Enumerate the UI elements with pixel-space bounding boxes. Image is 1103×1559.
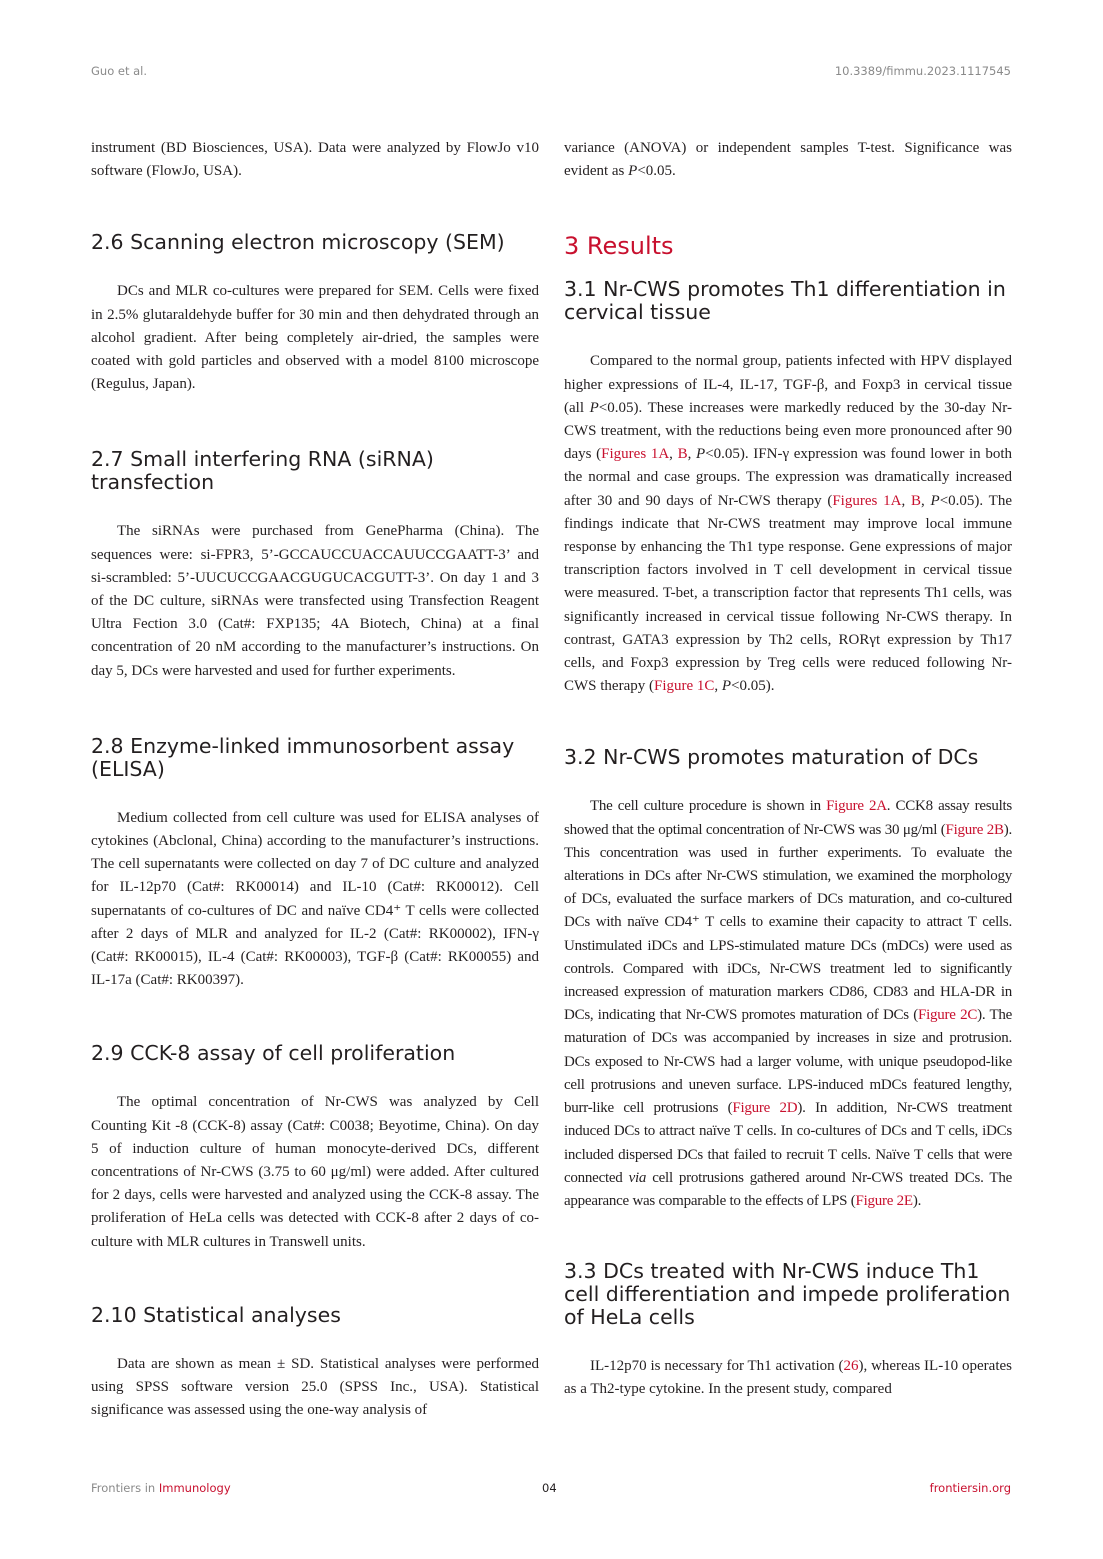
left-column <box>91 137 539 1423</box>
running-header-doi[interactable]: 10.3389/fimmu.2023.1117545 <box>834 64 1011 78</box>
figure-2b-link[interactable]: Figure 2B <box>945 821 1004 838</box>
figure-1b-link[interactable]: B <box>911 492 922 509</box>
section-2-7-heading: 2.7 Small interfering RNA (siRNA) transfection <box>91 447 434 495</box>
figure-1a-link[interactable]: Figures 1A <box>601 446 670 463</box>
figure-1c-link[interactable]: Figure 1C <box>653 678 715 695</box>
footer-site-link[interactable]: frontiersin.org <box>929 1481 1011 1495</box>
figure-2d-link[interactable]: Figure 2D <box>732 1100 798 1117</box>
section-3-2-heading: 3.2 Nr-CWS promotes maturation of DCs <box>564 745 979 770</box>
figure-2c-link[interactable]: Figure 2C <box>918 1007 978 1024</box>
section-2-9-paragraph: The optimal concentration of Nr-CWS was analyzed by Cell Counting Kit -8 (CCK-8) assay (Cat#: C0038; Beyotime, China). On day 5 of induction culture of human monocyte-derived DCs, different concentrations of Nr-CWS (3.75 to 60 μg/ml) were added. After cultured for 2 days, cells were harvested and analyzed using the CCK-8 assay. The proliferation of HeLa cells was detected with CCK-8 after 2 days of co-culture with MLR cultures in Transwell units. <box>91 1094 539 1250</box>
section-2-9-heading: 2.9 CCK-8 assay of cell proliferation <box>91 1041 456 1066</box>
paragraph-continued: instrument (BD Biosciences, USA). Data were analyzed by FlowJo v10 software (FlowJo, USA). <box>91 140 539 180</box>
paragraph-continued: variance (ANOVA) or independent samples T-test. Significance was evident as P<0.05. <box>564 140 1012 180</box>
section-3-3-heading: 3.3 DCs treated with Nr-CWS induce Th1 cell differentiation and impede proliferation of HeLa cells <box>564 1259 1011 1330</box>
section-3-2-paragraph: The cell culture procedure is shown in Figure 2A. CCK8 assay results showed that the optimal concentration of Nr-CWS was 30 μg/ml (Figure 2B). This concentration was used in further experiments. To evaluate the alterations in DCs after Nr-CWS stimulation, we examined the morphology of DCs, evaluated the surface markers of DCs maturation, and co-cultured DCs with naïve CD4⁺ T cells to examine their capacity to attract T cells. Unstimulated iDCs and LPS-stimulated mature DCs (mDCs) were used as controls. Compared with iDCs, Nr-CWS treatment led to significantly increased expression of maturation markers CD86, CD83 and HLA-DR in DCs, indicating that Nr-CWS promotes maturation of DCs (Figure 2C). The maturation of DCs was accompanied by increases in size and protrusion. DCs exposed to Nr-CWS had a larger volume, with unique pseudopod-like cell protrusions and uneven surface. LPS-induced mDCs featured lengthy, burr-like cell protrusions (Figure 2D). In addition, Nr-CWS treatment induced DCs to attract naïve T cells. In co-cultures of DCs and T cells, iDCs included dispersed DCs that failed to recruit T cells. Naïve T cells that were connected via cell protrusions gathered around Nr-CWS treated DCs. The appearance was comparable to the effects of LPS (Figure 2E). <box>564 798 1013 1209</box>
figure-1b-link[interactable]: B <box>677 446 688 463</box>
figure-2a-link[interactable]: Figure 2A <box>826 798 887 815</box>
page-number: 04 <box>542 1481 557 1495</box>
figure-1a-link[interactable]: Figures 1A <box>832 492 902 509</box>
reference-26-link[interactable]: 26 <box>843 1358 859 1375</box>
figure-2e-link[interactable]: Figure 2E <box>855 1192 913 1209</box>
section-2-7-paragraph: The siRNAs were purchased from GenePharma (China). The sequences were: si-FPR3, 5’-GCCAUCCUACCAUUCCGAATT-3’ and si-scrambled: 5’-UUCUCCGAACGUGUCACGUTT-3’. On day 1 and 3 of the DC culture, siRNAs were transfected using Transfection Reagent Ultra Fection 3.0 (Cat#: FXP135; 4A Biotech, China) at a final concentration of 20 nM according to the manufacturer’s instructions. On day 5, DCs were harvested and used for further experiments. <box>91 523 539 679</box>
section-3-3-paragraph: IL-12p70 is necessary for Th1 activation (26), whereas IL-10 operates as a Th2-type cytokine. In the present study, compared <box>564 1358 1012 1398</box>
right-column <box>564 137 1012 1402</box>
running-header-authors: Guo et al. <box>91 64 148 78</box>
section-3-1-heading: 3.1 Nr-CWS promotes Th1 differentiation in cervical tissue <box>564 277 1006 325</box>
section-2-8-paragraph: Medium collected from cell culture was used for ELISA analyses of cytokines (Abclonal, China) according to the manufacturer’s instructions. The cell supernatants were collected on day 7 of DC culture and analyzed for IL-12p70 (Cat#: RK00014) and IL-10 (Cat#: RK00012). Cell supernatants of co-cultures of DC and naïve CD4⁺ T cells were collected after 2 days of MLR and analyzed for IL-2 (Cat#: RK00002), IFN-γ (Cat#: RK00015), IL-4 (Cat#: RK00003), TGF-β (Cat#: RK00055) and IL-17a (Cat#: RK00397). <box>91 809 539 989</box>
section-2-8-heading: 2.8 Enzyme-linked immunosorbent assay (ELISA) <box>91 733 515 781</box>
section-3-heading: 3 Results <box>564 232 674 261</box>
section-2-10-heading: 2.10 Statistical analyses <box>91 1302 341 1327</box>
footer-journal[interactable]: Frontiers in Immunology <box>91 1481 231 1495</box>
section-2-10-paragraph: Data are shown as mean ± SD. Statistical analyses were performed using SPSS software version 25.0 (SPSS Inc., USA). Statistical significance was assessed using the one-way analysis of <box>91 1355 539 1419</box>
section-2-6-heading: 2.6 Scanning electron microscopy (SEM) <box>91 230 505 255</box>
section-3-1-paragraph: Compared to the normal group, patients infected with HPV displayed higher expressions of IL-4, IL-17, TGF-β, and Foxp3 in cervical tissue (all P<0.05). These increases were markedly reduced by the 30-day Nr-CWS treatment, with the reductions being even more pronounced after 90 days (Figures 1A, B, P<0.05). IFN-γ expression was found lower in both the normal and case groups. The expression was dramatically increased after 30 and 90 days of Nr-CWS therapy (Figures 1A, B, P<0.05). The findings indicate that Nr-CWS treatment may improve local immune response by enhancing the Th1 type response. Gene expressions of major transcription factors involved in T cell development in cervical tissue were measured. T-bet, a transcription factor that represents Th1 cells, was significantly increased in cervical tissue following Nr-CWS therapy. In contrast, GATA3 expression by Th2 cells, RORγt expression by Th17 cells, and Foxp3 expression by Treg cells were reduced following Nr-CWS therapy (Figure 1C, P<0.05). <box>564 353 1013 695</box>
section-2-6-paragraph: DCs and MLR co-cultures were prepared for SEM. Cells were fixed in 2.5% glutaraldehyde buffer for 30 min and then dehydrated through an alcohol gradient. After being completely air-dried, the samples were coated with gold particles and observed with a model 8100 microscope (Regulus, Japan). <box>91 283 539 393</box>
